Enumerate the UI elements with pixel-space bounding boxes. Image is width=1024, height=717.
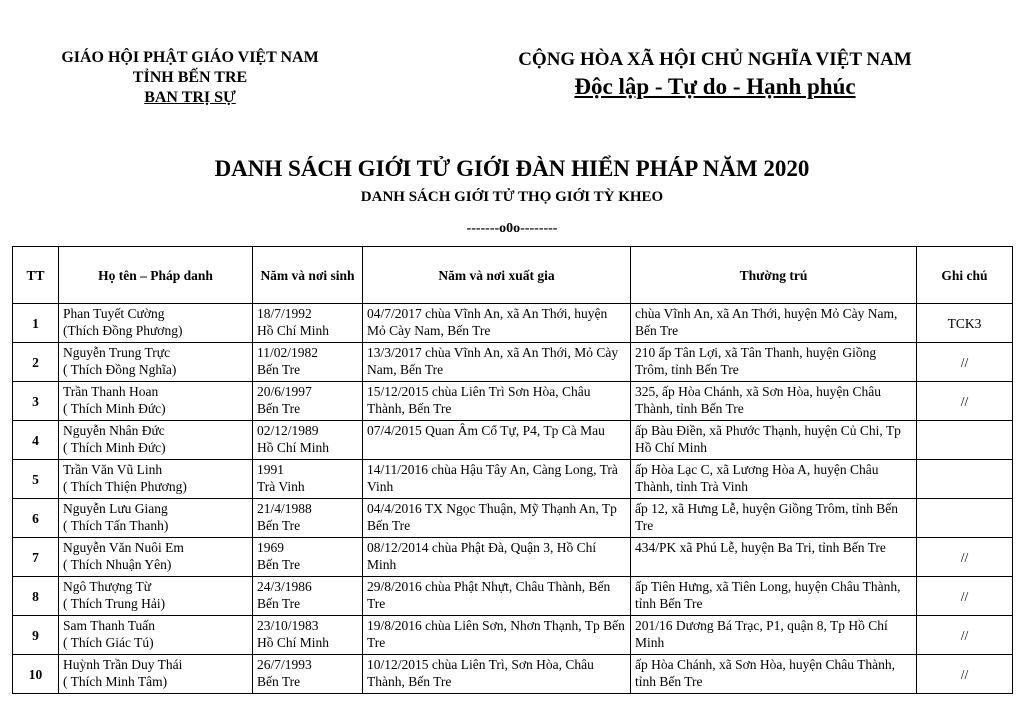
org-line-2: TỈNH BẾN TRE [132,69,248,86]
birth-cell [253,382,363,421]
residence-cell: ấp 12, xã Hưng Lễ, huyện Giồng Trôm, tỉnh Bến Tre [631,499,917,538]
table-row [13,343,1013,382]
name-cell [59,616,253,655]
residence-cell: ấp Bàu Điền, xã Phước Thạnh, huyện Củ Chi, Tp Hồ Chí Minh [631,421,917,460]
lay-name: Sam Thanh Tuấn [63,618,156,633]
note-cell: // [917,577,1013,616]
birth-place: Hồ Chí Minh [257,440,330,455]
dharma-name: ( Thích Thiện Phương) [63,479,187,494]
candidate-table [12,246,1013,694]
birth-date: 18/7/1992 [257,306,312,321]
dharma-name: ( Thích Minh Tâm) [63,674,168,689]
table-row [13,616,1013,655]
ordination-cell: 29/8/2016 chùa Phật Nhựt, Châu Thành, Bến Tre [363,577,631,616]
name-cell [59,304,253,343]
lay-name: Ngô Thượng Từ [63,579,152,594]
birth-cell [253,538,363,577]
name-cell [59,382,253,421]
lay-name: Nguyễn Văn Nuôi Em [63,540,184,555]
table-row [13,421,1013,460]
row-number: 4 [13,421,59,460]
dharma-name: ( Thích Đồng Nghĩa) [63,362,177,377]
note-cell: // [917,655,1013,694]
column-header-ordination: Năm và nơi xuất gia [363,247,631,304]
lay-name: Trần Văn Vũ Linh [63,462,163,477]
dharma-name: ( Thích Minh Đức) [63,401,166,416]
ordination-cell: 13/3/2017 chùa Vĩnh An, xã An Thới, Mỏ Cày Nam, Bến Tre [363,343,631,382]
ordination-cell: 07/4/2015 Quan Âm Cổ Tự, P4, Tp Cà Mau [363,421,631,460]
column-header-birth: Năm và nơi sinh [253,247,363,304]
birth-place: Bến Tre [257,674,301,689]
birth-cell [253,499,363,538]
row-number: 7 [13,538,59,577]
table-body [13,304,1013,694]
birth-date: 20/6/1997 [257,384,312,399]
ordination-cell: 08/12/2014 chùa Phật Đà, Quận 3, Hồ Chí Minh [363,538,631,577]
birth-date: 11/02/1982 [257,345,319,360]
birth-cell [253,421,363,460]
lay-name: Huỳnh Trần Duy Thái [63,657,183,672]
birth-cell [253,343,363,382]
residence-cell: 210 ấp Tân Lợi, xã Tân Thanh, huyện Giồng Trôm, tỉnh Bến Tre [631,343,917,382]
residence-cell: 201/16 Dương Bá Trạc, P1, quận 8, Tp Hồ Chí Minh [631,616,917,655]
birth-date: 02/12/1989 [257,423,319,438]
ordination-cell: 04/7/2017 chùa Vĩnh An, xã An Thới, huyện Mỏ Cày Nam, Bến Tre [363,304,631,343]
dharma-name: ( Thích Trung Hải) [63,596,166,611]
birth-cell [253,460,363,499]
ordination-cell: 15/12/2015 chùa Liên Trì Sơn Hòa, Châu Thành, Bến Tre [363,382,631,421]
dharma-name: ( Thích Giác Tú) [63,635,154,650]
note-cell: // [917,343,1013,382]
table-row [13,499,1013,538]
row-number: 10 [13,655,59,694]
table-row [13,382,1013,421]
birth-cell [253,655,363,694]
residence-cell: 325, ấp Hòa Chánh, xã Sơn Hòa, huyện Châu Thành, tỉnh Bến Tre [631,382,917,421]
national-title: CỘNG HÒA XÃ HỘI CHỦ NGHĨA VIỆT NAM [518,49,912,70]
row-number: 8 [13,577,59,616]
residence-cell: ấp Tiên Hưng, xã Tiên Long, huyện Châu Thành, tỉnh Bến Tre [631,577,917,616]
birth-date: 21/4/1988 [257,501,312,516]
dharma-name: (Thích Đồng Phương) [63,323,183,338]
note-cell: // [917,538,1013,577]
lay-name: Nguyễn Nhân Đức [63,423,165,438]
lay-name: Nguyễn Trung Trực [63,345,171,360]
birth-date: 23/10/1983 [257,618,319,633]
birth-place: Bến Tre [257,362,301,377]
note-cell: TCK3 [917,304,1013,343]
name-cell [59,655,253,694]
row-number: 5 [13,460,59,499]
birth-place: Hồ Chí Minh [257,323,330,338]
birth-date: 26/7/1993 [257,657,312,672]
table-row [13,577,1013,616]
note-cell: // [917,382,1013,421]
name-cell [59,538,253,577]
row-number: 9 [13,616,59,655]
table-row [13,460,1013,499]
row-number: 1 [13,304,59,343]
column-header-tt: TT [13,247,59,304]
org-line-3: BAN TRỊ SỰ [144,89,236,106]
birth-date: 1991 [257,462,284,477]
lay-name: Nguyễn Lưu Giang [63,501,168,516]
birth-place: Bến Tre [257,557,301,572]
column-header-name: Họ tên – Pháp danh [59,247,253,304]
birth-place: Bến Tre [257,596,301,611]
column-header-note: Ghi chú [917,247,1013,304]
residence-cell: ấp Hòa Lạc C, xã Lương Hòa A, huyện Châu Thành, tỉnh Trà Vinh [631,460,917,499]
birth-date: 24/3/1986 [257,579,312,594]
dharma-name: ( Thích Nhuận Yên) [63,557,172,572]
lay-name: Trần Thanh Hoan [63,384,159,399]
row-number: 2 [13,343,59,382]
birth-date: 1969 [257,540,284,555]
ordination-cell: 14/11/2016 chùa Hậu Tây An, Càng Long, Trà Vinh [363,460,631,499]
ordination-cell: 10/12/2015 chùa Liên Trì, Sơn Hòa, Châu Thành, Bến Tre [363,655,631,694]
residence-cell: ấp Hòa Chánh, xã Sơn Hòa, huyện Châu Thành, tỉnh Bến Tre [631,655,917,694]
note-cell: // [917,616,1013,655]
birth-place: Bến Tre [257,518,301,533]
dharma-name: ( Thích Minh Đức) [63,440,166,455]
note-cell [917,499,1013,538]
national-header [430,48,1000,102]
name-cell [59,421,253,460]
row-number: 3 [13,382,59,421]
birth-cell [253,616,363,655]
national-motto: Độc lập - Tự do - Hạnh phúc [574,74,856,99]
table-row [13,538,1013,577]
row-number: 6 [13,499,59,538]
separator: -------o0o-------- [466,221,558,236]
birth-place: Trà Vinh [257,479,305,494]
birth-cell [253,577,363,616]
column-header-residence: Thường trú [631,247,917,304]
name-cell [59,343,253,382]
document-subtitle: DANH SÁCH GIỚI TỬ THỌ GIỚI TỲ KHEO [360,189,664,205]
residence-cell: 434/PK xã Phú Lễ, huyện Ba Tri, tỉnh Bến Tre [631,538,917,577]
name-cell [59,460,253,499]
table-header-row [13,247,1013,304]
name-cell [59,499,253,538]
birth-place: Hồ Chí Minh [257,635,330,650]
ordination-cell: 04/4/2016 TX Ngọc Thuận, Mỹ Thạnh An, Tp Bến Tre [363,499,631,538]
birth-cell [253,304,363,343]
org-line-1: GIÁO HỘI PHẬT GIÁO VIỆT NAM [61,49,319,66]
dharma-name: ( Thích Tấn Thanh) [63,518,169,533]
residence-cell: chùa Vĩnh An, xã An Thới, huyện Mỏ Cày Nam, Bến Tre [631,304,917,343]
birth-place: Bến Tre [257,401,301,416]
name-cell [59,577,253,616]
table-row [13,304,1013,343]
table-row [13,655,1013,694]
lay-name: Phan Tuyết Cường [63,306,165,321]
note-cell [917,421,1013,460]
note-cell [917,460,1013,499]
document-title: DANH SÁCH GIỚI TỬ GIỚI ĐÀN HIỂN PHÁP NĂM 2020 [214,156,810,181]
organization-header [20,48,360,108]
ordination-cell: 19/8/2016 chùa Liên Sơn, Nhơn Thạnh, Tp Bến Tre [363,616,631,655]
